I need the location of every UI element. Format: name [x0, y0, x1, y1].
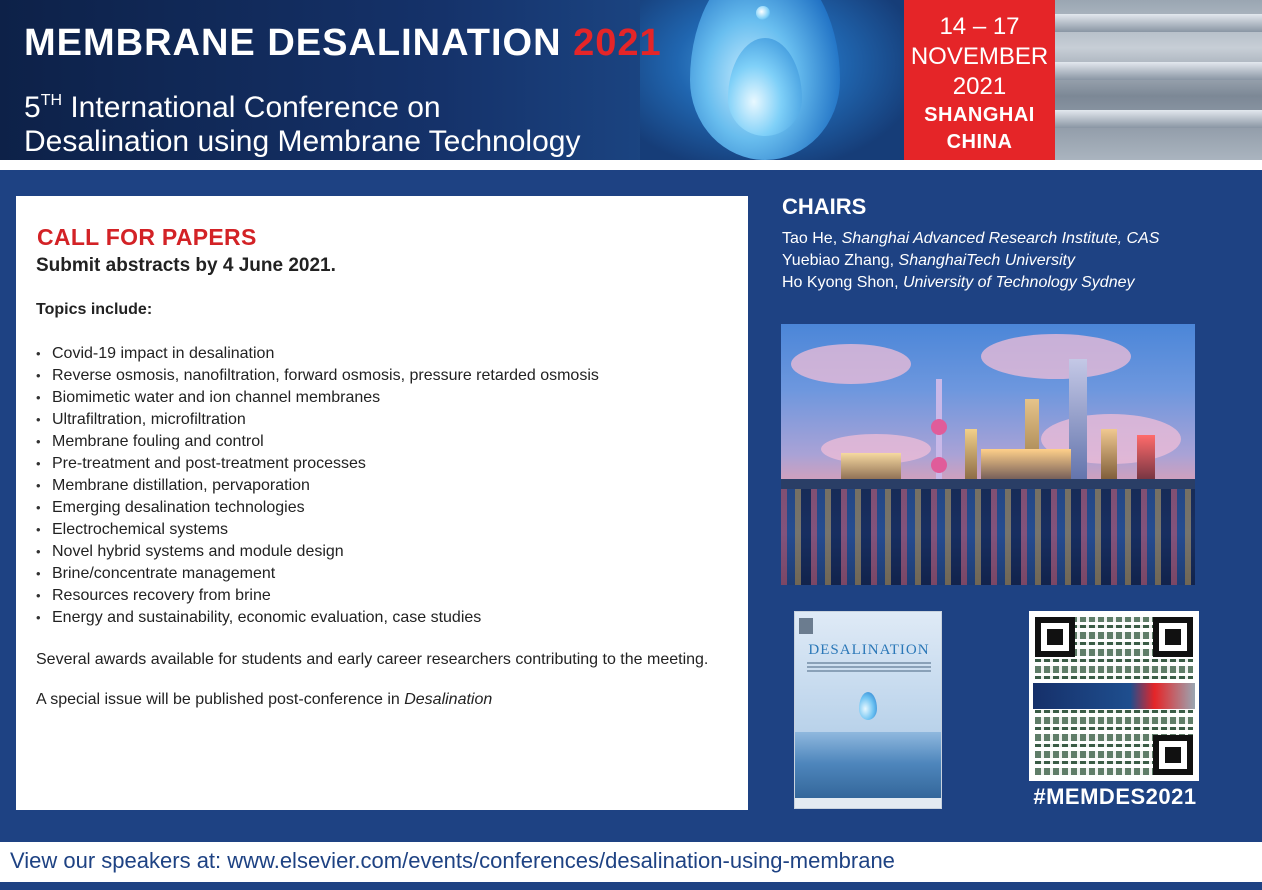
topic-item: • Membrane fouling and control — [36, 431, 728, 453]
abstract-deadline: Submit abstracts by 4 June 2021. — [36, 255, 336, 276]
membrane-pipes-photo — [1055, 0, 1262, 160]
chair-name: Tao He, — [782, 230, 842, 247]
subtitle-ordinal: 5 — [24, 91, 41, 124]
desalination-journal-cover — [794, 611, 942, 809]
topic-item: • Resources recovery from brine — [36, 585, 728, 607]
header-banner — [0, 0, 1262, 160]
chairs-heading: CHAIRS — [782, 194, 867, 219]
skyscraper — [1069, 359, 1087, 489]
shanghai-skyline-photo — [781, 324, 1195, 585]
footer-bar — [0, 882, 1262, 890]
special-issue-text — [36, 691, 728, 709]
topic-item: • Energy and sustainability, economic evaluation, case studies — [36, 607, 728, 629]
publisher-logo-icon — [799, 618, 813, 634]
chair-entry — [782, 250, 1159, 272]
awards-text: Several awards available for students and early career researchers contributing to the meeting. — [36, 651, 709, 668]
topic-item: • Membrane distillation, pervaporation — [36, 475, 728, 497]
conference-subtitle — [24, 84, 580, 159]
special-issue-prefix: A special issue will be published post-conference in — [36, 691, 405, 708]
subtitle-ordinal-suffix: TH — [40, 92, 63, 109]
special-issue-journal: Desalination — [404, 691, 493, 708]
location-country: CHINA — [946, 131, 1013, 153]
chair-affiliation: Shanghai Advanced Research Institute, CAS — [841, 230, 1160, 247]
conference-hashtag: #MEMDES2021 — [1033, 784, 1197, 809]
date-location-box — [904, 0, 1055, 160]
location-city: SHANGHAI — [924, 104, 1035, 126]
pipe-graphic — [1055, 62, 1262, 80]
topics-label: Topics include: — [36, 301, 153, 318]
conference-title — [24, 22, 662, 65]
chairs-section — [782, 194, 1159, 294]
topic-item: • Biomimetic water and ion channel membranes — [36, 387, 728, 409]
chair-name: Yuebiao Zhang, — [782, 252, 899, 269]
qr-inset-banner — [1033, 683, 1195, 709]
journal-subtitle-lines — [807, 662, 931, 674]
call-for-papers-heading: CALL FOR PAPERS — [37, 224, 257, 250]
chair-entry — [782, 228, 1159, 250]
journal-title: DESALINATION — [808, 642, 930, 658]
topic-item: • Reverse osmosis, nanofiltration, forward osmosis, pressure retarded osmosis — [36, 365, 728, 387]
chair-affiliation: University of Technology Sydney — [902, 274, 1135, 291]
speakers-link-text[interactable]: View our speakers at: www.elsevier.com/events/conferences/desalination-using-membrane — [10, 848, 895, 873]
riverbank — [781, 479, 1195, 489]
pipe-graphic — [1055, 110, 1262, 128]
tower-sphere — [931, 457, 947, 473]
chair-entry — [782, 272, 1159, 294]
topic-item: • Novel hybrid systems and module design — [36, 541, 728, 563]
pipe-graphic — [1055, 14, 1262, 32]
qr-finder-pattern — [1153, 617, 1193, 657]
topic-item: • Ultrafiltration, microfiltration — [36, 409, 728, 431]
topic-list — [36, 343, 728, 629]
topic-item: • Covid-19 impact in desalination — [36, 343, 728, 365]
tower-sphere — [931, 419, 947, 435]
date-range: 14 – 17 — [939, 13, 1020, 40]
chair-affiliation: ShanghaiTech University — [898, 252, 1075, 269]
conference-title-main: MEMBRANE DESALINATION — [24, 22, 562, 64]
conference-title-year: 2021 — [573, 22, 662, 64]
topic-item: • Brine/concentrate management — [36, 563, 728, 585]
date-year: 2021 — [952, 73, 1007, 100]
date-month: NOVEMBER — [910, 43, 1049, 70]
qr-finder-pattern — [1153, 735, 1193, 775]
topic-item: • Pre-treatment and post-treatment processes — [36, 453, 728, 475]
topic-item: • Emerging desalination technologies — [36, 497, 728, 519]
subtitle-line1: International Conference on — [62, 91, 441, 124]
chair-name: Ho Kyong Shon, — [782, 274, 903, 291]
subtitle-line2: Desalination using Membrane Technology — [24, 125, 581, 158]
footer — [0, 842, 1262, 890]
call-for-papers-card — [16, 196, 748, 810]
small-droplet-icon — [756, 6, 770, 20]
cloud-shape — [981, 334, 1131, 379]
river-reflection — [781, 489, 1195, 585]
cloud-shape — [791, 344, 911, 384]
qr-code[interactable] — [1029, 611, 1199, 781]
main-panel — [0, 170, 1262, 842]
topic-item: • Electrochemical systems — [36, 519, 728, 541]
journal-cover-footer — [795, 798, 942, 808]
qr-finder-pattern — [1035, 617, 1075, 657]
water-drop-icon — [859, 692, 877, 720]
journal-cover-top — [795, 612, 941, 732]
